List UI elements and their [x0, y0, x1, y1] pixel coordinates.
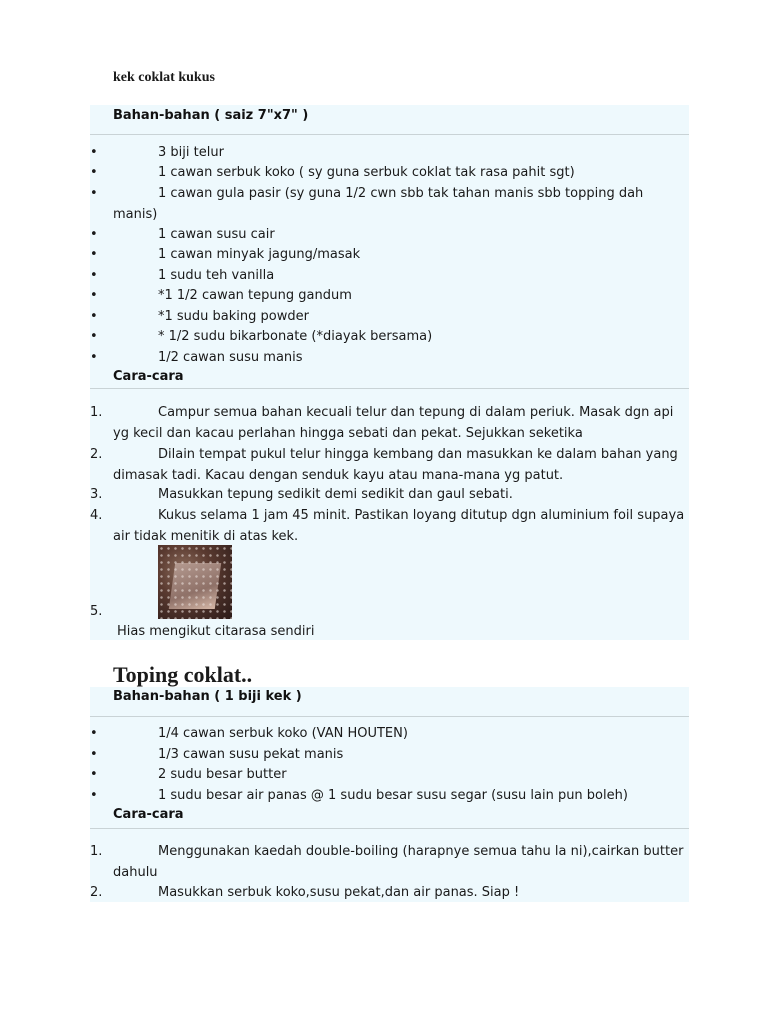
step-number: 3.: [90, 487, 103, 502]
bullet: •: [90, 747, 98, 762]
step-number: 2.: [90, 885, 103, 900]
ingredient-item: • 3 biji telur: [90, 143, 689, 164]
bullet: •: [90, 788, 98, 803]
bullet: •: [90, 186, 98, 201]
ingredient-item: • 1 sudu teh vanilla: [90, 266, 689, 287]
divider: [90, 716, 689, 717]
ingredient-item: • 1 cawan gula pasir (sy guna 1/2 cwn sbb tak tahan manis sbb topping dah manis): [90, 186, 644, 222]
bullet: •: [90, 329, 98, 344]
ingredient-item: • 1 cawan susu cair: [90, 225, 689, 246]
method-heading: Cara-cara: [113, 369, 184, 384]
bullet: •: [90, 288, 98, 303]
bullet: •: [90, 767, 98, 782]
bullet: •: [90, 309, 98, 324]
ingredient-item: • * 1/2 sudu bikarbonate (*diayak bersama): [90, 327, 689, 348]
step-number: 1.: [90, 405, 103, 420]
recipe-section: [90, 105, 689, 640]
ingredient-item: • 2 sudu besar butter: [90, 765, 689, 786]
divider: [90, 388, 689, 389]
bullet: •: [90, 145, 98, 160]
closing-note: Hias mengikut citarasa sendiri: [117, 624, 315, 639]
ingredients-heading: Bahan-bahan ( 1 biji kek ): [113, 689, 302, 704]
step-item: 4. Kukus selama 1 jam 45 minit. Pastikan loyang ditutup dgn aluminium foil supaya air tidak menitik di atas kek.: [90, 508, 685, 544]
ingredient-item: • 1 cawan minyak jagung/masak: [90, 245, 689, 266]
ingredient-item: • 1 cawan serbuk koko ( sy guna serbuk coklat tak rasa pahit sgt): [90, 163, 689, 184]
ingredient-item: • 1/3 cawan susu pekat manis: [90, 745, 689, 766]
step-number: 1.: [90, 844, 103, 859]
ingredient-item: • 1/2 cawan susu manis: [90, 348, 689, 369]
step-number: 4.: [90, 508, 103, 523]
step-item: 2. Masukkan serbuk koko,susu pekat,dan air panas. Siap !: [90, 883, 689, 904]
bullet: •: [90, 247, 98, 262]
bullet: •: [90, 268, 98, 283]
bullet: •: [90, 350, 98, 365]
bullet: •: [90, 726, 98, 741]
ingredient-item: • *1 1/2 cawan tepung gandum: [90, 286, 689, 307]
recipe-title: kek coklat kukus: [113, 70, 215, 85]
bullet: •: [90, 227, 98, 242]
ingredient-item: • 1 sudu besar air panas @ 1 sudu besar susu segar (susu lain pun boleh): [90, 786, 689, 807]
step-item: 1. Menggunakan kaedah double-boiling (harapnye semua tahu la ni),cairkan butter dahulu: [90, 844, 684, 880]
divider: [90, 134, 689, 135]
ingredient-item: • *1 sudu baking powder: [90, 307, 689, 328]
ingredient-item: • 1/4 cawan serbuk koko (VAN HOUTEN): [90, 724, 689, 745]
step-number: 2.: [90, 447, 103, 462]
topping-title: Toping coklat..: [113, 662, 253, 687]
step-number: 5.: [90, 604, 103, 619]
divider: [90, 828, 689, 829]
cake-photo: [158, 545, 232, 619]
ingredients-heading: Bahan-bahan ( saiz 7"x7" ): [113, 108, 309, 123]
step-item: 3. Masukkan tepung sedikit demi sedikit dan gaul sebati.: [90, 485, 689, 506]
step-item: 1. Campur semua bahan kecuali telur dan tepung di dalam periuk. Masak dgn api yg kecil dan kacau perlahan hingga sebati dan pekat. Sejukkan seketika: [90, 405, 674, 441]
step-item: 2. Dilain tempat pukul telur hingga kembang dan masukkan ke dalam bahan yang dimasak tadi. Kacau dengan senduk kayu atau mana-mana yg patut.: [90, 447, 678, 483]
bullet: •: [90, 165, 98, 180]
method-heading: Cara-cara: [113, 807, 184, 822]
topping-section: [90, 687, 689, 902]
